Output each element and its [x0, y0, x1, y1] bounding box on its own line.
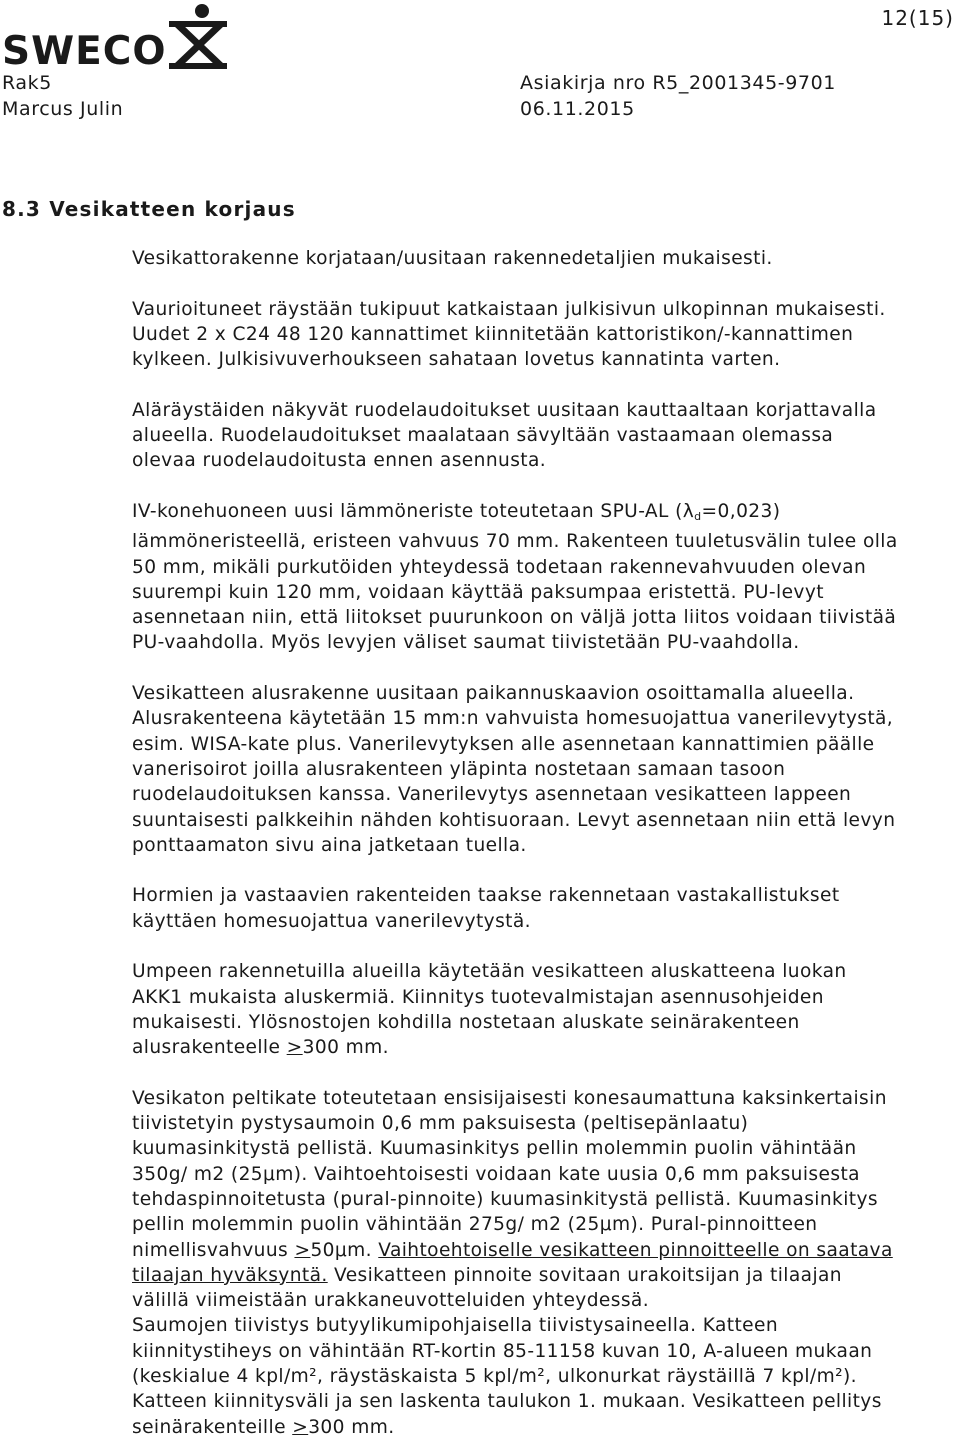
- header-right: [520, 70, 836, 122]
- text-line: vanerisoirot joilla alusrakenteen yläpinta nostetaan samaan tasoon: [132, 758, 786, 780]
- logo-wordmark: SWECO: [2, 29, 167, 74]
- subscript: d: [694, 509, 702, 523]
- text-line: ponttaamaton sivu aina jatketaan tuella.: [132, 834, 527, 856]
- text-line: 50 mm, mikäli purkutöiden yhteydessä todetaan rakennevahvuuden olevan: [132, 556, 867, 578]
- text-line: Katteen kiinnitysväli ja sen laskenta taulukon 1. mukaan. Vesikatteen pellitys: [132, 1391, 882, 1413]
- text-line: esim. WISA-kate plus. Vanerilevytyksen alle asennetaan kannattimien päälle: [132, 733, 875, 755]
- page-number: 12(15): [881, 6, 954, 30]
- text-line: olevaa ruodelaudoitusta ennen asennusta.: [132, 450, 547, 472]
- text-line: Vesikattorakenne korjataan/uusitaan rakennedetaljien mukaisesti.: [132, 248, 773, 269]
- org-name: Rak5: [2, 72, 52, 94]
- paragraph: [132, 883, 960, 934]
- text-line: tiivistetyin pystysaumoin 0,6 mm paksuisesta (peltisepänlaatu): [132, 1113, 749, 1135]
- text-line: kuumasinkitystä pellistä. Kuumasinkitys pellin molemmin puolin vähintään: [132, 1138, 857, 1160]
- text-line: 350g/ m2 (25μm). Vaihtoehtoisesti voidaan kate uusia 0,6 mm paksuisesta: [132, 1163, 860, 1185]
- underlined-symbol: >: [294, 1239, 311, 1261]
- text-line: Saumojen tiivistys butyylikumipohjaisella tiivistysaineella. Katteen: [132, 1315, 779, 1337]
- text-line: välillä viimeistään urakkaneuvotteluiden yhteydessä.: [132, 1290, 650, 1312]
- text-segment: 300 mm.: [302, 1037, 389, 1059]
- text-segment: =0,023): [701, 500, 781, 522]
- paragraph: [132, 959, 960, 1060]
- underlined-note: Vaihtoehtoiselle vesikatteen pinnoitteelle on saatava: [378, 1239, 893, 1261]
- sweco-mark-icon: [165, 2, 229, 72]
- paragraph: [132, 398, 960, 474]
- text-line: Vaurioituneet räystään tukipuut katkaistaan julkisivun ulkopinnan mukaisesti.: [132, 298, 886, 320]
- text-line: AKK1 mukaista aluskermiä. Kiinnitys tuotevalmistajan asennusohjeiden: [132, 986, 824, 1008]
- sweco-logo: [2, 2, 234, 72]
- paragraph: [132, 499, 960, 656]
- underlined-symbol: >: [286, 1037, 303, 1059]
- text-segment: 300 mm.: [308, 1416, 395, 1438]
- text-line: PU-vaahdolla. Myös levyjen väliset saumat tiivistetään PU-vaahdolla.: [132, 632, 800, 654]
- text-line: kiinnitystiheys on vähintään RT-kortin 85-11158 kuvan 10, A-alueen mukaan: [132, 1340, 873, 1362]
- paragraph: [132, 681, 960, 858]
- text-line: käyttäen homesuojattua vanerilevytystä.: [132, 910, 531, 932]
- text-segment: seinärakenteille: [132, 1416, 293, 1438]
- text-line: Hormien ja vastaavien rakenteiden taakse rakennetaan vastakallistukset: [132, 885, 840, 907]
- section-body: [132, 246, 960, 1440]
- text-segment: 50μm.: [310, 1239, 379, 1261]
- underlined-note: tilaajan hyväksyntä.: [132, 1264, 328, 1286]
- text-line: Vesikaton peltikate toteutetaan ensisijaisesti konesaumattuna kaksinkertaisin: [132, 1087, 887, 1109]
- text-line: Vesikatteen alusrakenne uusitaan paikannuskaavion osoittamalla alueella.: [132, 683, 855, 705]
- document-date: 06.11.2015: [520, 98, 635, 120]
- text-line: kylkeen. Julkisivuverhoukseen sahataan lovetus kannatinta varten.: [132, 349, 781, 371]
- text-segment: nimellisvahvuus: [132, 1239, 295, 1261]
- text-line: lämmöneristeellä, eristeen vahvuus 70 mm. Rakenteen tuuletusvälin tulee olla: [132, 531, 898, 553]
- text-line: Uudet 2 x C24 48 120 kannattimet kiinnitetään kattoristikon/-kannattimen: [132, 323, 854, 345]
- paragraph: [132, 1313, 960, 1439]
- text-segment: Vesikatteen pinnoite sovitaan urakoitsijan ja tilaajan: [327, 1264, 842, 1286]
- section-heading: 8.3 Vesikatteen korjaus: [2, 197, 296, 221]
- paragraph: [132, 297, 960, 373]
- text-line: asennetaan niin, että liitokset puurunkoon on väljä jotta liitos voidaan tiivistää: [132, 607, 897, 629]
- text-line: suuntaisesti palkkeihin nähden kohtisuoraan. Levyt asennetaan niin että levyn: [132, 809, 896, 831]
- text-line: tehdaspinnoitetusta (pural-pinnoite) kuumasinkitystä pellistä. Kuumasinkitys: [132, 1188, 878, 1210]
- text-line: Alusrakenteena käytetään 15 mm:n vahvuista homesuojattua vanerilevytystä,: [132, 708, 894, 730]
- text-segment: alusrakenteelle: [132, 1037, 287, 1059]
- text-line: suurempi kuin 120 mm, voidaan käyttää paksumpaa eristettä. PU-levyt: [132, 581, 824, 603]
- text-line: mukaisesti. Ylösnostojen kohdilla nostetaan aluskate seinärakenteen: [132, 1011, 800, 1033]
- header-left: [2, 70, 123, 122]
- underlined-symbol: >: [292, 1416, 309, 1438]
- paragraph: [132, 1086, 960, 1314]
- text-line: pellin molemmin puolin vähintään 275g/ m2 (25μm). Pural-pinnoitteen: [132, 1214, 818, 1236]
- paragraph: [132, 246, 960, 271]
- text-line: Aläräystäiden näkyvät ruodelaudoitukset uusitaan kauttaaltaan korjattavalla: [132, 399, 877, 421]
- author-name: Marcus Julin: [2, 98, 124, 120]
- text-segment: IV-konehuoneen uusi lämmöneriste toteutetaan SPU-AL (λ: [132, 500, 695, 522]
- text-line: alueella. Ruodelaudoitukset maalataan sävyltään vastaamaan olemassa: [132, 425, 834, 447]
- document-number: Asiakirja nro R5_2001345-9701: [520, 72, 836, 94]
- text-line: Umpeen rakennetuilla alueilla käytetään vesikatteen aluskatteena luokan: [132, 961, 847, 983]
- text-line: ruodelaudoituksen kanssa. Vanerilevytys asennetaan vesikatteen lappeen: [132, 784, 852, 806]
- text-line: (keskialue 4 kpl/m², räystäskaista 5 kpl/m², ulkonurkat räystäillä 7 kpl/m²).: [132, 1366, 857, 1388]
